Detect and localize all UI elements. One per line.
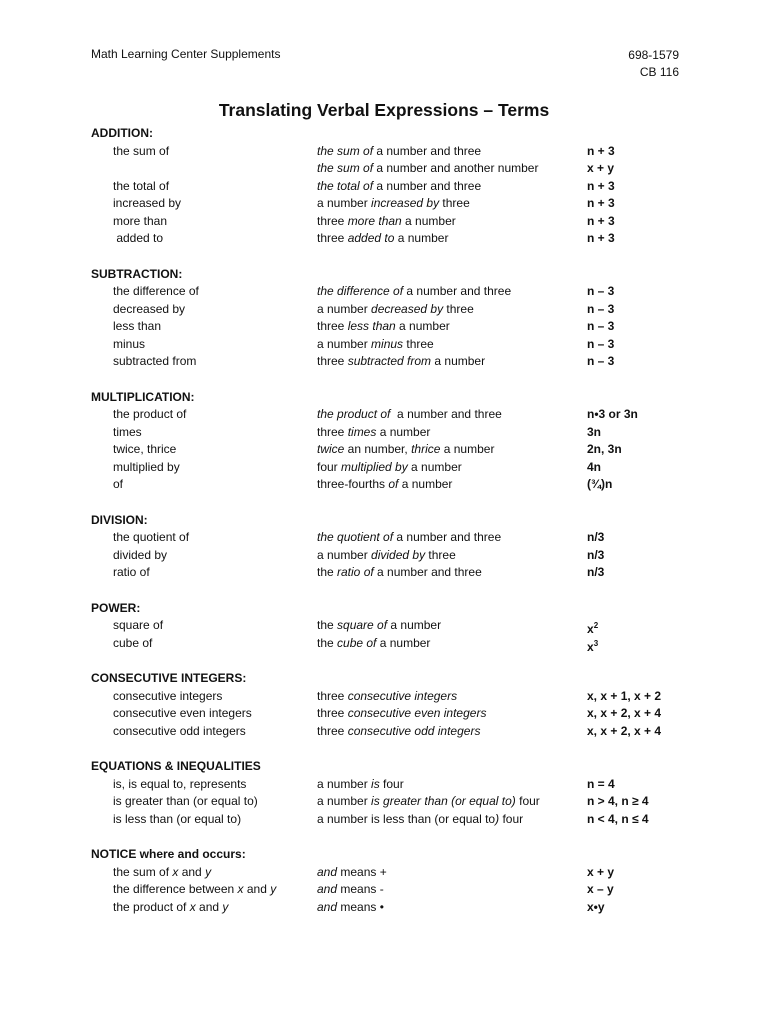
text-run: three	[317, 213, 348, 228]
term-row	[91, 776, 691, 794]
text-run: a number is less than (or equal to	[317, 811, 496, 826]
expression-text: 3n	[587, 424, 602, 439]
term-phrase: increased by	[113, 196, 182, 210]
text-run: multiplied by	[341, 459, 408, 474]
page-title: Translating Verbal Expressions – Terms	[218, 100, 550, 120]
term-phrase: the quotient of	[113, 530, 190, 544]
example-phrase	[317, 195, 470, 213]
example-phrase	[317, 776, 404, 794]
text-run: and	[243, 882, 271, 896]
algebraic-expression	[587, 793, 649, 811]
example-phrase	[317, 881, 384, 899]
text-run: decreased by	[371, 301, 444, 316]
section-heading: POWER:	[91, 600, 141, 615]
text-run: means +	[337, 864, 387, 879]
header-phone: 698-1579	[628, 48, 679, 62]
term-phrase	[113, 881, 276, 899]
section-heading: MULTIPLICATION:	[91, 389, 195, 404]
text-run: and	[317, 864, 338, 879]
text-run: the quotient of	[317, 530, 394, 544]
text-run: the difference between	[113, 882, 238, 896]
text-run: x	[189, 899, 196, 914]
term-phrase	[113, 864, 211, 882]
text-run: consecutive odd integers	[347, 723, 481, 738]
example-phrase	[317, 406, 502, 424]
text-run: three	[317, 354, 348, 368]
algebraic-expression	[587, 776, 615, 794]
term-row	[91, 441, 691, 459]
example-phrase	[317, 424, 430, 442]
term-row	[91, 793, 691, 811]
algebraic-expression	[587, 195, 615, 213]
text-run: the sum of	[317, 143, 374, 158]
example-phrase	[317, 864, 387, 882]
section-heading: NOTICE where and occurs:	[91, 847, 246, 861]
example-phrase	[317, 160, 538, 178]
term-phrase: less than	[113, 319, 162, 333]
term-row	[91, 617, 691, 635]
exponent: 2	[593, 621, 599, 630]
algebraic-expression	[587, 143, 615, 161]
example-phrase	[317, 705, 486, 723]
algebraic-expression	[587, 178, 615, 196]
text-run: consecutive even integers	[347, 706, 487, 720]
text-run: a number	[317, 336, 372, 351]
term-row	[91, 881, 691, 899]
text-run: added to	[347, 231, 395, 245]
text-run: increased by	[371, 196, 440, 210]
example-phrase	[317, 230, 448, 248]
expression-text: x + y	[587, 864, 615, 879]
algebraic-expression	[587, 283, 614, 301]
term-row	[91, 864, 691, 882]
algebraic-expression	[587, 864, 614, 882]
text-run: minus	[371, 336, 404, 351]
term-phrase: the product of	[113, 407, 187, 421]
algebraic-expression	[587, 353, 614, 371]
algebraic-expression	[587, 688, 661, 706]
term-phrase: is, is equal to, represents	[113, 776, 247, 791]
expression-text: n = 4	[587, 776, 615, 791]
algebraic-expression	[587, 564, 604, 582]
text-run: y	[205, 864, 212, 879]
term-phrase: cube of	[113, 635, 153, 650]
term-phrase: decreased by	[113, 301, 186, 316]
text-run: means •	[337, 899, 384, 914]
term-phrase: consecutive even integers	[113, 706, 252, 720]
text-run: a number	[317, 301, 372, 316]
algebraic-expression	[587, 459, 601, 477]
algebraic-expression	[587, 441, 622, 459]
text-run: x	[172, 864, 179, 879]
algebraic-expression	[587, 213, 615, 231]
term-phrase: twice, thrice	[113, 442, 177, 456]
algebraic-expression	[587, 336, 614, 354]
term-row	[91, 230, 691, 248]
text-run: the	[317, 635, 338, 650]
example-phrase	[317, 178, 481, 196]
text-run: three	[403, 336, 434, 351]
example-phrase	[317, 459, 462, 477]
text-run: a number and three	[373, 565, 482, 579]
term-phrase: the total of	[113, 178, 170, 193]
expression-text: n/3	[587, 547, 605, 562]
term-row	[91, 406, 691, 424]
algebraic-expression	[587, 899, 605, 917]
text-run: y	[270, 882, 277, 896]
text-run: of	[388, 477, 399, 491]
example-phrase	[317, 213, 456, 231]
example-phrase	[317, 688, 457, 706]
text-run: the	[317, 618, 338, 632]
term-row	[91, 195, 691, 213]
algebraic-expression	[587, 723, 661, 741]
text-run: the sum of	[113, 864, 173, 879]
header-left: Math Learning Center Supplements	[91, 47, 281, 61]
expression-text: x, x + 2, x + 4	[587, 706, 662, 720]
section-gap	[91, 582, 691, 600]
text-run: a number	[401, 213, 456, 228]
expression-text: n + 3	[587, 231, 615, 245]
term-row	[91, 160, 691, 178]
example-phrase	[317, 283, 511, 301]
text-run: a number and three	[373, 178, 482, 193]
term-row	[91, 705, 691, 723]
text-run: three	[443, 301, 474, 316]
header-room: CB 116	[639, 65, 679, 79]
term-row	[91, 811, 691, 829]
algebraic-expression	[587, 160, 614, 178]
algebraic-expression	[587, 476, 612, 494]
term-row	[91, 564, 691, 582]
example-phrase	[317, 723, 480, 741]
term-phrase: subtracted from	[113, 354, 197, 368]
section-heading: CONSECUTIVE INTEGERS:	[91, 671, 247, 685]
text-run: a number	[376, 424, 431, 439]
expression-text: x	[587, 622, 594, 636]
section-heading: EQUATIONS & INEQUALITIES	[91, 759, 261, 773]
example-phrase	[317, 811, 523, 829]
term-row	[91, 476, 691, 494]
text-run: a number and three	[403, 284, 512, 298]
text-run: less than	[347, 319, 396, 333]
text-run: a number	[398, 477, 453, 491]
text-run: a number	[440, 442, 495, 456]
expression-text: n + 3	[587, 196, 615, 210]
expression-text: n•3 or 3n	[587, 407, 638, 421]
text-run: a number and three	[373, 143, 482, 158]
term-phrase: square of	[113, 618, 164, 632]
expression-text: n – 3	[587, 284, 615, 298]
text-run: and	[317, 899, 338, 914]
text-run: x	[237, 882, 244, 896]
term-row	[91, 318, 691, 336]
expression-text: x•y	[587, 899, 605, 914]
text-run: and	[178, 864, 206, 879]
term-row	[91, 723, 691, 741]
expression-text: x, x + 1, x + 2	[587, 688, 662, 703]
term-phrase: divided by	[113, 547, 168, 562]
text-run: square of	[337, 618, 388, 632]
algebraic-expression	[587, 424, 601, 442]
term-phrase: of	[113, 477, 124, 491]
expression-text: n – 3	[587, 336, 615, 351]
text-run: three	[425, 547, 456, 562]
example-phrase	[317, 635, 430, 653]
term-phrase: times	[113, 424, 142, 439]
text-run: is greater than (or equal to)	[371, 794, 516, 808]
text-run: a number	[317, 547, 372, 562]
expression-text: n – 3	[587, 301, 615, 316]
example-phrase	[317, 476, 452, 494]
expression-text: n < 4, n ≤ 4	[587, 811, 649, 826]
text-run: four	[515, 794, 540, 808]
algebraic-expression	[587, 529, 604, 547]
text-run: three	[439, 196, 470, 210]
text-run: y	[222, 899, 229, 914]
algebraic-expression	[587, 406, 638, 424]
text-run: a number	[394, 231, 449, 245]
section-gap	[91, 828, 691, 846]
exponent: 3	[593, 638, 599, 648]
term-row	[91, 283, 691, 301]
expression-text: x, x + 2, x + 4	[587, 723, 662, 738]
example-phrase	[317, 899, 384, 917]
text-run: ratio of	[337, 565, 374, 579]
text-run: is	[371, 776, 380, 791]
term-phrase: more than	[113, 213, 168, 228]
section-gap	[91, 494, 691, 512]
text-run: means -	[337, 882, 384, 896]
section-gap	[91, 371, 691, 389]
term-phrase: consecutive odd integers	[113, 723, 246, 738]
section-gap	[91, 740, 691, 758]
example-phrase	[317, 564, 482, 582]
text-run: the	[317, 565, 338, 579]
text-run: the total of	[317, 178, 374, 193]
text-run: more than	[347, 213, 402, 228]
example-phrase	[317, 353, 485, 371]
term-phrase: consecutive integers	[113, 688, 223, 703]
algebraic-expression	[587, 635, 598, 657]
text-run: four	[317, 459, 342, 474]
algebraic-expression	[587, 230, 615, 248]
text-run: three	[317, 424, 348, 439]
text-run: and	[317, 882, 338, 896]
text-run: three	[317, 231, 348, 245]
algebraic-expression	[587, 881, 614, 899]
algebraic-expression	[587, 547, 604, 565]
expression-text: n/3	[587, 565, 605, 579]
term-phrase: minus	[113, 336, 146, 351]
text-run: three	[317, 319, 348, 333]
example-phrase	[317, 143, 481, 161]
expression-text: 2n, 3n	[587, 442, 622, 456]
example-phrase	[317, 793, 540, 811]
expression-text: n > 4, n ≥ 4	[587, 794, 649, 808]
text-run: the difference of	[317, 284, 404, 298]
text-run: four	[499, 811, 524, 826]
section-gap	[91, 652, 691, 670]
expression-text: n/3	[587, 530, 605, 544]
text-run: a number	[407, 459, 462, 474]
expression-text: n – 3	[587, 319, 615, 333]
text-run: divided by	[371, 547, 426, 562]
text-run: the product of	[113, 899, 190, 914]
term-row	[91, 424, 691, 442]
example-phrase	[317, 318, 450, 336]
text-run: a number and another number	[373, 161, 539, 175]
algebraic-expression	[587, 705, 661, 723]
term-row	[91, 178, 691, 196]
header-right	[628, 47, 679, 81]
term-phrase: the difference of	[113, 284, 199, 298]
example-phrase	[317, 617, 441, 635]
term-phrase: ratio of	[113, 565, 150, 579]
text-run: a number	[317, 196, 372, 210]
text-run: a number and three	[390, 407, 502, 421]
term-row	[91, 213, 691, 231]
expression-text: x	[587, 639, 594, 654]
term-phrase: is greater than (or equal to)	[113, 794, 258, 808]
text-run: an number,	[344, 442, 412, 456]
algebraic-expression	[587, 318, 614, 336]
text-run: the product of	[317, 407, 391, 421]
expression-text: n + 3	[587, 213, 615, 228]
text-run: three	[317, 706, 348, 720]
section-heading: DIVISION:	[91, 512, 148, 527]
text-run: )	[495, 811, 500, 826]
term-row	[91, 899, 691, 917]
text-run: four	[379, 776, 404, 791]
term-phrase	[113, 899, 228, 917]
text-run: a number	[387, 618, 442, 632]
term-row	[91, 688, 691, 706]
term-row	[91, 547, 691, 565]
text-run: and	[195, 899, 223, 914]
section-gap	[91, 248, 691, 266]
text-run: a number	[431, 354, 486, 368]
term-row	[91, 529, 691, 547]
text-run: subtracted from	[347, 354, 432, 368]
term-phrase: the sum of	[113, 143, 170, 158]
expression-text: n – 3	[587, 354, 615, 368]
expression-text: n + 3	[587, 178, 615, 193]
example-phrase	[317, 441, 494, 459]
term-row	[91, 301, 691, 319]
text-run: the sum of	[317, 161, 374, 175]
text-run: a number	[395, 319, 450, 333]
term-phrase: is less than (or equal to)	[113, 811, 242, 826]
text-run: three	[317, 688, 348, 703]
expression-text: x – y	[587, 882, 614, 896]
text-run: three-fourths	[317, 477, 389, 491]
term-row	[91, 336, 691, 354]
terms-content	[91, 125, 691, 916]
term-phrase: added to	[113, 231, 164, 245]
algebraic-expression	[587, 301, 614, 319]
term-row	[91, 353, 691, 371]
text-run: a number	[317, 776, 372, 791]
text-run: a number	[376, 635, 431, 650]
section-heading: ADDITION:	[91, 126, 153, 140]
term-row	[91, 635, 691, 653]
example-phrase	[317, 547, 456, 565]
expression-text: x + y	[587, 161, 615, 175]
example-phrase	[317, 529, 501, 547]
text-run: three	[317, 723, 348, 738]
term-phrase: multiplied by	[113, 459, 180, 474]
text-run: consecutive integers	[347, 688, 458, 703]
expression-text: n + 3	[587, 143, 615, 158]
text-run: times	[347, 424, 377, 439]
example-phrase	[317, 301, 474, 319]
term-row	[91, 143, 691, 161]
text-run: a number	[317, 794, 372, 808]
text-run: twice	[317, 442, 345, 456]
section-heading: SUBTRACTION:	[91, 266, 183, 281]
example-phrase	[317, 336, 434, 354]
expression-text: 4n	[587, 459, 602, 474]
text-run: cube of	[337, 635, 377, 650]
text-run: thrice	[411, 442, 441, 456]
term-row	[91, 459, 691, 477]
algebraic-expression	[587, 811, 649, 829]
expression-text: (¾)n	[587, 477, 613, 491]
text-run: a number and three	[393, 530, 502, 544]
